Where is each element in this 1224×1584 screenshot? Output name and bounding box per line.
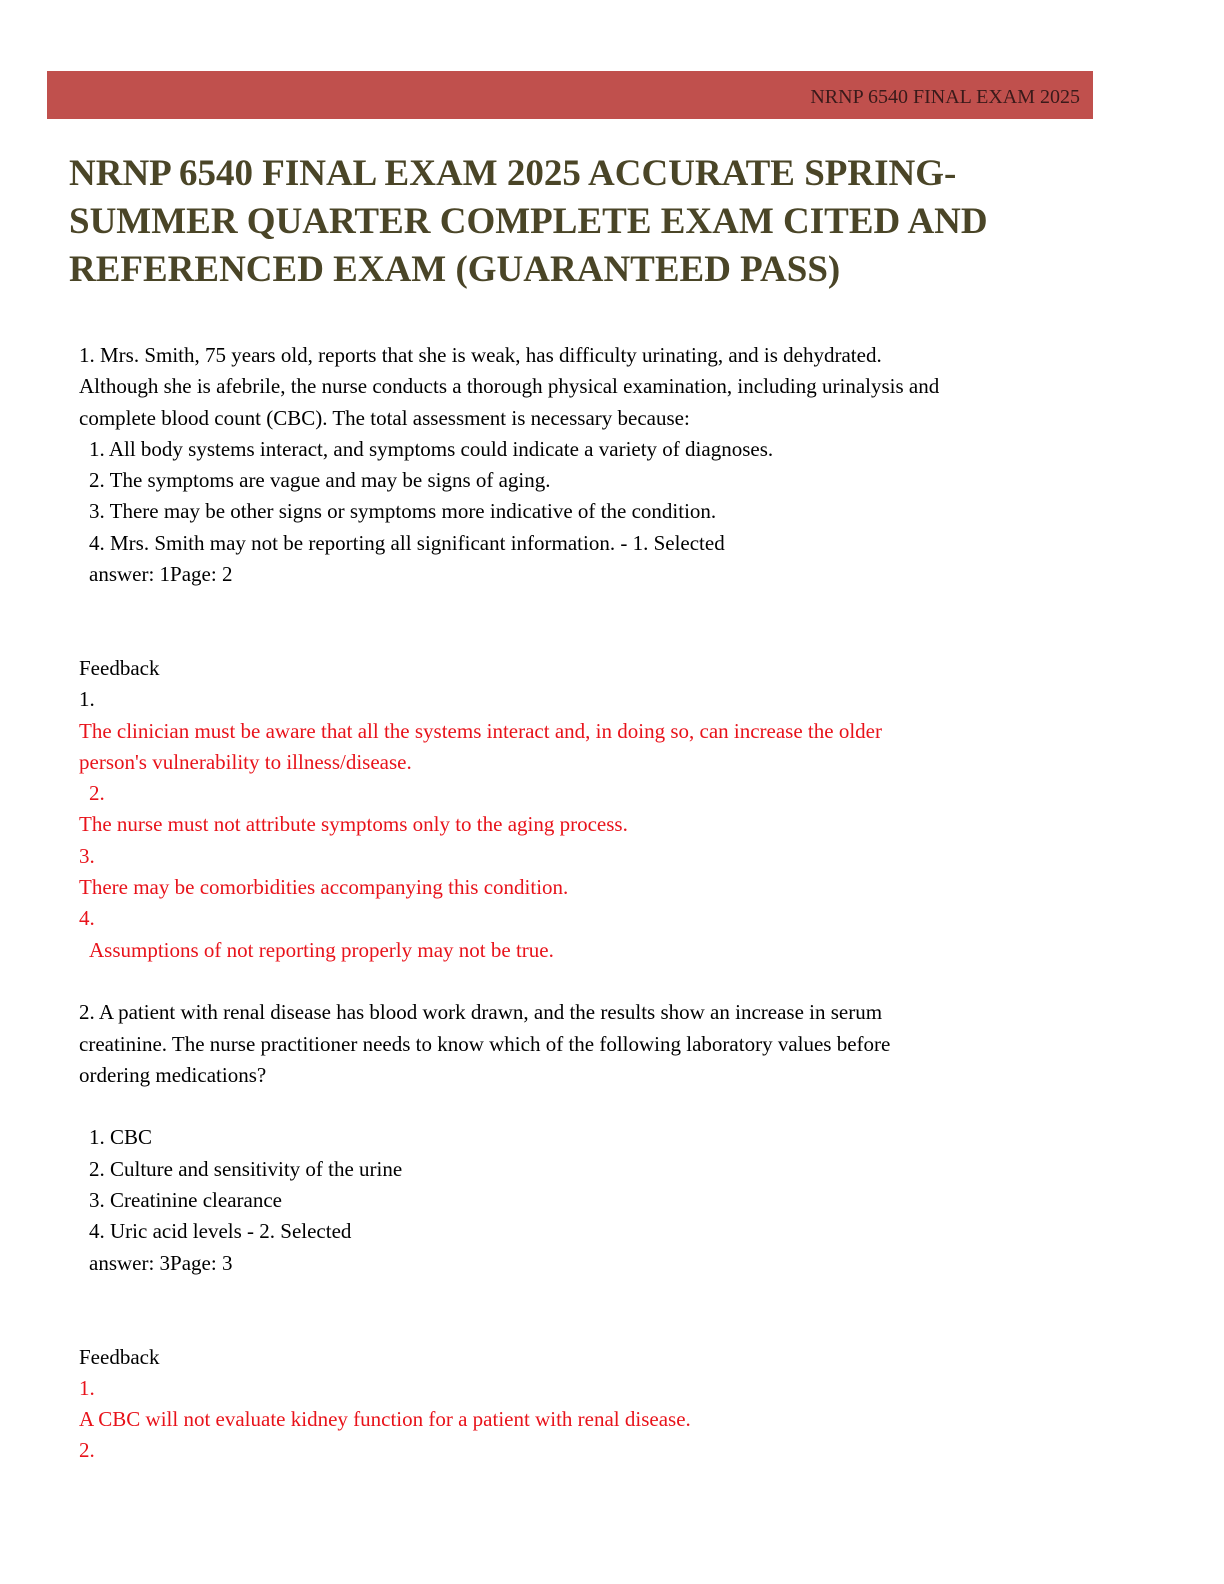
- answer-option: 3. There may be other signs or symptoms more indicative of the condition.: [89, 499, 717, 524]
- feedback-number: 4.: [79, 906, 95, 931]
- document-title: [69, 150, 1119, 294]
- question-stem-line: Although she is afebrile, the nurse conducts a thorough physical examination, including urinalysis and: [79, 374, 940, 399]
- question-stem-line: 2. A patient with renal disease has blood work drawn, and the results show an increase in serum: [79, 1000, 883, 1025]
- question-2: [79, 997, 1079, 1279]
- question-stem-line: creatinine. The nurse practitioner needs to know which of the following laboratory values before: [79, 1031, 891, 1056]
- selected-answer: answer: 3Page: 3: [89, 1250, 233, 1275]
- feedback-label: Feedback: [79, 1344, 160, 1369]
- question-stem-line: ordering medications?: [79, 1062, 267, 1087]
- feedback-number: 1.: [79, 1375, 95, 1400]
- exam-content: [79, 340, 1079, 1467]
- question-stem-line: 1. Mrs. Smith, 75 years old, reports that she is weak, has difficulty urinating, and is dehydrated.: [79, 343, 882, 367]
- answer-option: 1. All body systems interact, and symptoms could indicate a variety of diagnoses.: [89, 436, 774, 461]
- running-header-title: NRNP 6540 FINAL EXAM 2025: [810, 86, 1080, 108]
- feedback-section-2: [79, 1342, 1079, 1467]
- running-header-bar: [47, 71, 1093, 119]
- feedback-label: Feedback: [79, 655, 160, 680]
- title-line: NRNP 6540 FINAL EXAM 2025 ACCURATE SPRING-: [69, 153, 957, 194]
- answer-option: 2. Culture and sensitivity of the urine: [89, 1156, 403, 1181]
- feedback-number: 2.: [79, 1438, 95, 1463]
- feedback-text: person's vulnerability to illness/disease.: [79, 749, 412, 774]
- feedback-text: The nurse must not attribute symptoms only to the aging process.: [79, 812, 628, 837]
- question-1: [79, 340, 1079, 590]
- feedback-section-1: [79, 653, 1079, 966]
- feedback-text: There may be comorbidities accompanying this condition.: [79, 875, 569, 900]
- answer-option: 1. CBC: [89, 1125, 153, 1150]
- answer-option: 2. The symptoms are vague and may be signs of aging.: [89, 468, 551, 493]
- question-stem-line: complete blood count (CBC). The total assessment is necessary because:: [79, 405, 690, 430]
- feedback-text: A CBC will not evaluate kidney function for a patient with renal disease.: [79, 1407, 691, 1432]
- feedback-number: 2.: [89, 781, 105, 806]
- title-line: SUMMER QUARTER COMPLETE EXAM CITED AND: [69, 201, 988, 242]
- answer-option: 4. Mrs. Smith may not be reporting all significant information. - 1. Selected: [89, 530, 725, 555]
- selected-answer: answer: 1Page: 2: [89, 562, 233, 587]
- answer-option: 3. Creatinine clearance: [89, 1188, 282, 1213]
- feedback-number: 1.: [79, 687, 95, 712]
- feedback-number: 3.: [79, 843, 95, 868]
- feedback-text: Assumptions of not reporting properly may not be true.: [89, 937, 554, 962]
- title-line: REFERENCED EXAM (GUARANTEED PASS): [69, 249, 841, 290]
- feedback-text: The clinician must be aware that all the systems interact and, in doing so, can increase the older: [79, 718, 882, 743]
- answer-option: 4. Uric acid levels - 2. Selected: [89, 1219, 352, 1244]
